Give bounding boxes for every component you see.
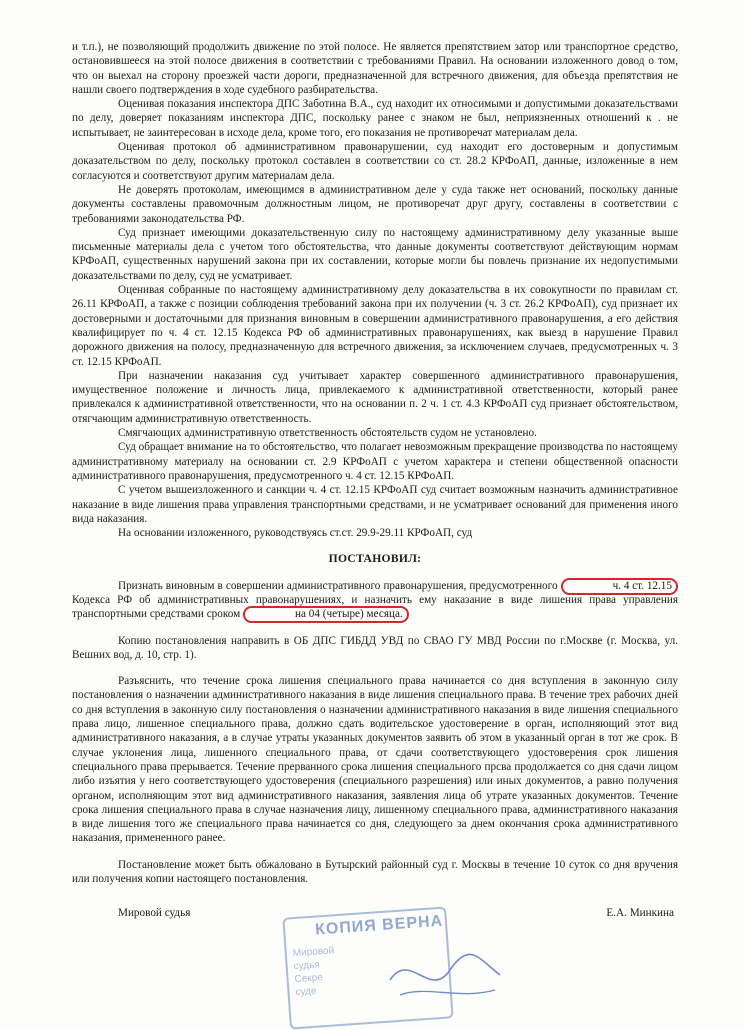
paragraph-10: На основании изложенного, руководствуясь ст.ст. 29.9-29.11 КРФоАП, суд — [118, 527, 473, 540]
handwritten-signature — [380, 940, 510, 1010]
stamp-line-1: судья — [293, 959, 321, 973]
copy-paragraph: Копию постановления направить в ОБ ДПС ГИБДД УВД по СВАО ГУ МВД России по г.Москве (г. Москва, ул. Вешних вод, д. 10, стр. 1). — [72, 634, 678, 661]
paragraph-4: Суд признает имеющими доказательственную силу по настоящему административному делу указанные выше письменные материалы дела с учетом того обстоятельства, что данные документы соответствуют действующим нормам КРФоАП, существенных нарушений закона при их составлении, которые могли бы повлечь признание их недопустимыми доказательствами по делу, суд не усматривает. — [72, 226, 678, 282]
paragraph-8: Суд обращает внимание на то обстоятельство, что полагает невозможным прекращение производства по настоящему административному материалу на основании ст. 2.9 КРФоАП с учетом характера и степени общественной опасности административного правонарушения, предусмотренного ч. 4 ст. 12.15 КРФоАП. — [72, 441, 678, 482]
paragraph-6: При назначении наказания суд учитывает характер совершенного административного правонарушения, имущественное положение и личность лица, привлекаемого к административной ответственности, который ранее привлекался к административной ответственности, что на основании п. 2 ч. 1 ст. 4.3 КРФоАП суд признает обстоятельством, отягчающим административную ответственность. — [72, 369, 678, 425]
document-body — [72, 40, 678, 921]
decision-paragraph — [72, 579, 678, 622]
decision-text-2: Кодекса РФ об административных правонарушениях, и назначить ему наказание в виде лишения права управления транспортными средствами сроком — [72, 593, 678, 621]
paragraph-1: Оценивая показания инспектора ДПС Заботина В.А., суд находит их относимыми и допустимыми доказательствами по делу, доверяет показаниям инспектора ДПС, поскольку ранее с знаком не был, неприязненных отношений к . не испытывает, не заинтересован в исходе дела, кроме того, его показания не противоречат материалам дела. — [72, 98, 678, 139]
paragraph-3: Не доверять протоколам, имеющимся в административном деле у суда также нет оснований, поскольку данные документы составлены правомочным должностным лицом, не противоречат друг другу, составлены в соответствии с требованиями законодательства РФ. — [72, 183, 678, 225]
signer-role: Мировой судья — [118, 907, 191, 920]
decision-title: ПОСТАНОВИЛ: — [328, 552, 422, 566]
paragraph-0: и т.п.), не позволяющий продолжить движение по этой полосе. Не является препятствием затор или транспортное средство, остановившееся на этой полосе движения в соответствии с требованиями Правил. На основании изложенного довод о том, что он выехал на сторону проезжей части дороги, предназначенной для встречного движения, для объезда препятствия не нашли своего подтверждения в ходе судебного разбирательства. — [72, 41, 678, 96]
stamp-line-0: Мировой — [292, 945, 335, 960]
stamp-lines — [292, 943, 355, 999]
paragraph-7: Смягчающих административную ответственность обстоятельств судом не установлено. — [118, 427, 537, 440]
paragraph-9: С учетом вышеизложенного и санкции ч. 4 ст. 12.15 КРФоАП суд считает возможным назначить административное наказание в виде лишения права управления транспортными средствами, и не усматривает оснований для применения иного вида наказания. — [72, 484, 678, 525]
article-highlight: ч. 4 ст. 12.15 — [561, 578, 678, 595]
paragraph-2: Оценивая протокол об административном правонарушении, суд находит его достоверным и допустимым доказательством по делу, поскольку протокол составлен в соответствии со ст. 28.2 КРФоАП, данные, изложенные в нем согласуются и соответствуют другим материалам дела. — [72, 141, 678, 182]
paragraph-5: Оценивая собранные по настоящему административному делу доказательства в их совокупности по правилам ст. 26.11 КРФоАП, а также с позиции соблюдения требований закона при их получении (ч. 3 ст. 26.2 КРФоАП), суд признает их достоверными и достаточными для признания виновным в совершении административного правонарушения, а его действия квалифицирует по ч. 4 ст. 12.15 Кодекса РФ об административных правонарушениях, как выезд в нарушение Правил дорожного движения на полосу, предназначенную для встречного движения, за исключением случаев, предусмотренных ч. 3 ст. 12.15 КРФоАП. — [72, 284, 678, 368]
decision-text-1: Признать виновным в совершении административного правонарушения, предусмотренного — [118, 579, 561, 592]
explanation-paragraph: Разъяснить, что течение срока лишения специального права начинается со дня вступления в законную силу постановления о назначении административного наказания в виде лишения специального права. В течение трех рабочих дней со дня вступления в законную силу постановления о назначении административного наказания в виде лишения специального права лицо, лишенное специального права, должно сдать водительское удостоверение в орган, исполняющий этот вид административного наказания, а в случае утраты указанных документов заявить об этом в указанный орган в тот же срок. В случае уклонения лица, лишенного специального права, от сдачи соответствующего удостоверения срок лишения специального права прерывается. Течение прерванного срока лишения специального прсва продолжается со дня сдачи лицом либо изъятия у него соответствующего удостоверения (специального разрешения) или иных документов, а равно получения органом, исполняющим этот вид административного наказания, заявления лица об утрате указанных документов. Течение срока лишения специального права в случае назначения лицу, лишенному специального права, административного наказания в виде лишения того же специального права начинается со дня, следующего за днем окончания срока административного наказания, примененного ранее. — [72, 675, 678, 845]
stamp-line-2: Секре — [294, 972, 324, 986]
signer-name: Е.А. Минкина — [606, 907, 674, 920]
appeal-paragraph: Постановление может быть обжаловано в Бутырский районный суд г. Москвы в течение 10 суток со дня вручения или получения копии настоящего постановления. — [72, 858, 678, 886]
term-highlight: на 04 (четыре) месяца. — [243, 606, 409, 623]
stamp-heading: КОПИЯ ВЕРНА — [314, 912, 444, 939]
stamp-line-3: суде — [295, 985, 317, 999]
